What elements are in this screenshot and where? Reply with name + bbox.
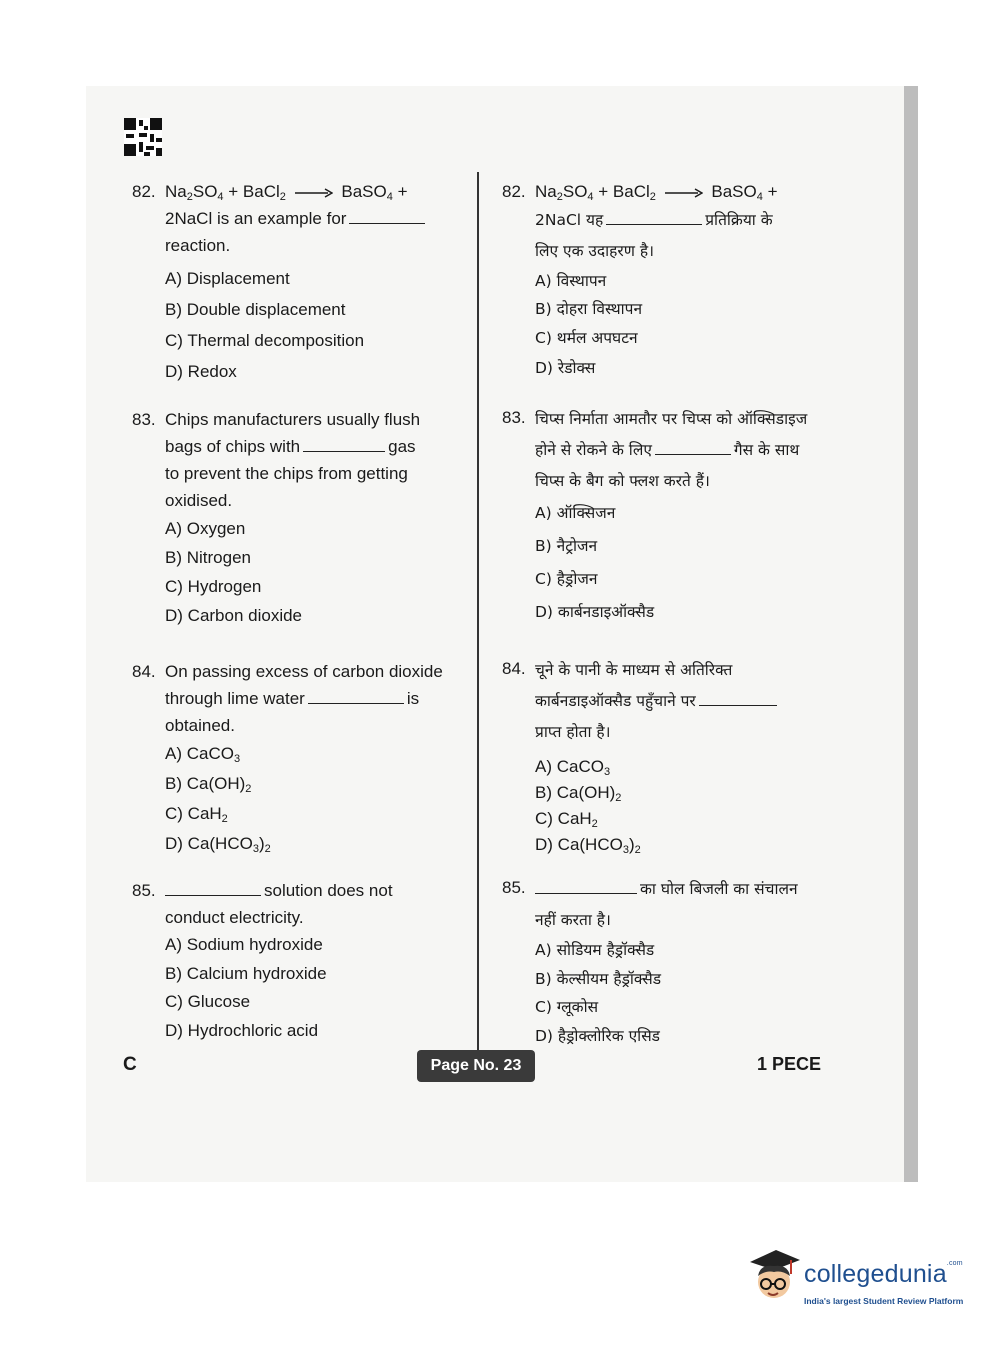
option-d: D) $Ca(HCO_3)_2$ [535,835,641,856]
option-c: C) CaH$_2$ [165,804,228,825]
option-a: A) विस्थापन [535,272,607,290]
answer-blank [699,704,777,706]
option-b: B) केल्सीयम हैड्रॉक्सैड [535,969,662,988]
brand-name: collegedunia [804,1260,947,1288]
option-a: A) Displacement [165,269,290,288]
option-c: C) Hydrogen [165,577,262,596]
answer-blank [535,892,637,894]
option-b: B) दोहरा विस्थापन [535,300,643,318]
option-a: A) Sodium hydroxide [165,935,323,954]
paper-code: 1 PECE [757,1054,822,1074]
option-a: A) ऑक्सिजन [535,504,616,522]
option-a: A) CaCO$_3$ [165,744,241,765]
question-number: 83. [132,410,156,429]
option-b: B) $Ca(OH)_2$ [535,783,622,804]
answer-blank [308,702,404,704]
page-edge-shadow [904,86,918,1182]
equation: $Na_2SO_4$ + BaCl$_2$ BaSO$_4$ + [165,182,408,203]
question-number: 83. [502,408,526,427]
reaction-arrow-icon [295,188,333,198]
option-d: D) कार्बनडाइऑक्सैड [535,603,655,621]
option-a: A) CaCO$_3$ [535,757,611,778]
option-b: B) $Ca(OH)_2$ [165,774,252,795]
mascot-icon [746,1248,802,1312]
option-d: D) Redox [165,362,237,381]
qr-code-icon [124,118,162,156]
option-b: B) Double displacement [165,300,346,319]
question-number: 82. [132,182,156,201]
option-c: C) Glucose [165,992,251,1011]
option-c: C) हैड्रोजन [535,570,598,588]
option-b: B) नैट्रोजन [535,537,598,555]
option-d: D) $Ca(HCO_3)_2$ [165,834,271,855]
equation: $Na_2SO_4$ + BaCl$_2$ BaSO$_4$ + [535,182,778,203]
question-number: 82. [502,182,526,201]
option-a: A) Oxygen [165,519,246,538]
page-number-badge: Page No. 23 [417,1050,535,1082]
answer-blank [303,450,385,452]
option-d: D) हैड्रोक्लोरिक एसिड [535,1026,660,1045]
column-divider [477,172,479,1050]
option-a: A) सोडियम हैड्रॉक्सैड [535,941,655,959]
question-number: 84. [502,659,526,678]
answer-blank [349,222,425,224]
collegedunia-logo [746,1248,968,1312]
option-d: D) Hydrochloric acid [165,1020,319,1040]
answer-blank [606,223,702,225]
option-c: C) ग्लूकोस [535,998,599,1016]
reaction-arrow-icon [665,188,703,198]
answer-blank [655,453,731,455]
option-c: C) थर्मल अपघटन [535,329,638,347]
option-d: D) रेडोक्स [535,359,596,377]
question-number: 84. [132,662,156,681]
answer-blank [165,894,261,896]
option-b: B) Calcium hydroxide [165,963,327,983]
brand-domain: .com [946,1260,963,1267]
question-number: 85. [502,878,526,897]
brand-tagline: India's largest Student Review Platform [804,1296,964,1306]
booklet-series: C [123,1054,137,1075]
option-c: C) CaH$_2$ [535,809,598,830]
option-c: C) Thermal decomposition [165,331,365,350]
option-d: D) Carbon dioxide [165,606,303,625]
question-number: 85. [132,881,156,900]
option-b: B) Nitrogen [165,548,251,567]
